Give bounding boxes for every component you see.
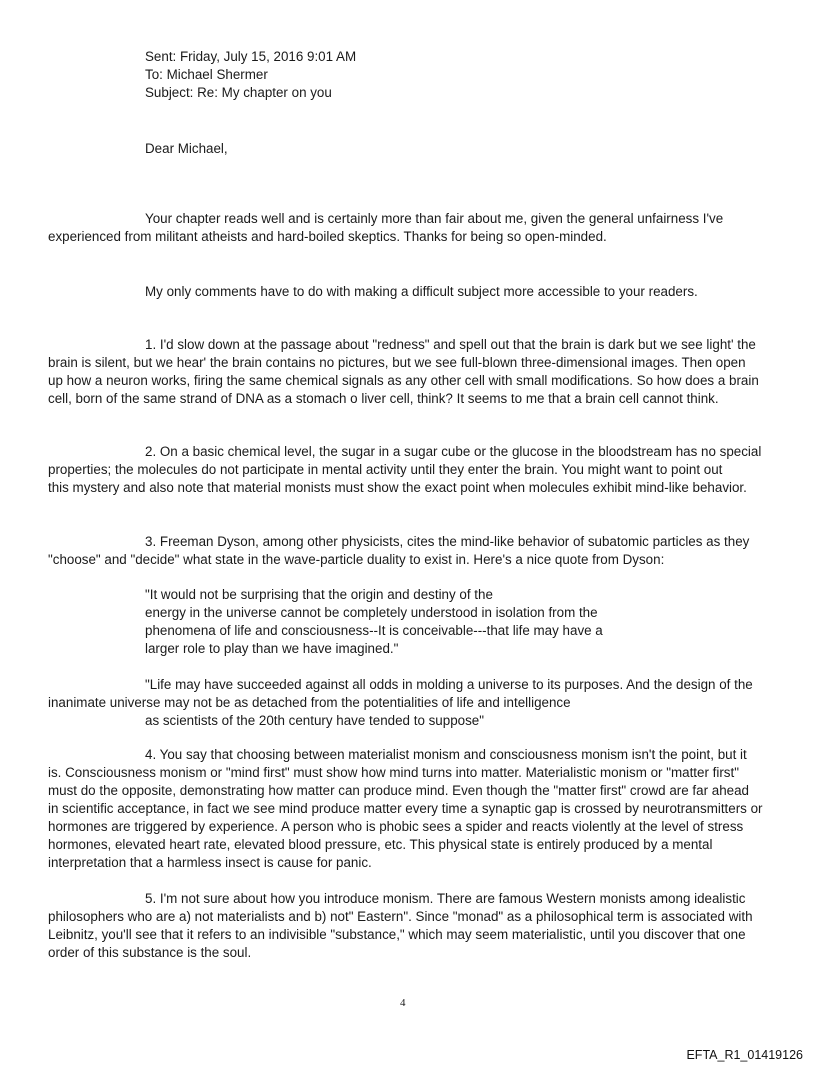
paragraph-line: must do the opposite, demonstrating how matter can produce mind. Even though the "matter first" crowd are far ahead	[48, 783, 749, 798]
paragraph-line: 5. I'm not sure about how you introduce monism. There are famous Western monists among idealistic	[145, 891, 746, 906]
quote-line: larger role to play than we have imagined."	[145, 641, 399, 656]
paragraph-line: order of this substance is the soul.	[48, 945, 252, 960]
paragraph-line: 3. Freeman Dyson, among other physicists, cites the mind-like behavior of subatomic particles as they	[145, 534, 750, 549]
paragraph-line: 1. I'd slow down at the passage about "redness" and spell out that the brain is dark but we see light' the	[145, 337, 756, 352]
paragraph-line: properties; the molecules do not participate in mental activity until they enter the brain. You might want to point out	[48, 462, 723, 477]
paragraph-line: philosophers who are a) not materialists and b) not" Eastern". Since "monad" as a philosophical term is associated with	[48, 909, 753, 924]
paragraph-line: 2. On a basic chemical level, the sugar in a sugar cube or the glucose in the bloodstream has no special	[145, 444, 762, 459]
quote-line: "Life may have succeeded against all odds in molding a universe to its purposes. And the design of the	[145, 677, 753, 692]
paragraph-line: up how a neuron works, firing the same chemical signals as any other cell with small modifications. So how does a brain	[48, 373, 759, 388]
paragraph-line: hormones, elevated heart rate, elevated blood pressure, etc. This physical state is entirely produced by a mental	[48, 837, 713, 852]
email-sent-line: Sent: Friday, July 15, 2016 9:01 AM	[145, 49, 357, 64]
salutation: Dear Michael,	[145, 141, 228, 156]
page-number: 4	[400, 997, 406, 1009]
quote-line: inanimate universe may not be as detached from the potentialities of life and intelligence	[48, 695, 571, 710]
quote-line: "It would not be surprising that the origin and destiny of the	[145, 587, 493, 602]
paragraph-line: 4. You say that choosing between materialist monism and consciousness monism isn't the point, but it	[145, 747, 747, 762]
paragraph-line: brain is silent, but we hear' the brain contains no pictures, but we see full-blown three-dimensional images. Then open	[48, 355, 746, 370]
quote-line: phenomena of life and consciousness--It is conceivable---that life may have a	[145, 623, 603, 638]
paragraph-line: cell, born of the same strand of DNA as a stomach o liver cell, think? It seems to me that a brain cell cannot think.	[48, 391, 719, 406]
email-subject-line: Subject: Re: My chapter on you	[145, 85, 332, 100]
bates-number: EFTA_R1_01419126	[686, 1048, 803, 1062]
paragraph-line: Leibnitz, you'll see that it refers to an indivisible "substance," which may seem materialistic, until you discover that one	[48, 927, 746, 942]
paragraph-line: is. Consciousness monism or "mind first" must show how mind turns into matter. Materialistic monism or "matter first"	[48, 765, 739, 780]
paragraph-line: Your chapter reads well and is certainly more than fair about me, given the general unfairness I've	[145, 211, 724, 226]
paragraph-line: this mystery and also note that material monists must show the exact point when molecules exhibit mind-like behavior.	[48, 480, 747, 495]
paragraph-line: experienced from militant atheists and hard-boiled skeptics. Thanks for being so open-minded.	[48, 229, 607, 244]
paragraph-line: in scientific acceptance, in fact we see mind produce matter every time a synaptic gap is crossed by neurotransmitters or	[48, 801, 763, 816]
paragraph-line: "choose" and "decide" what state in the wave-particle duality to exist in. Here's a nice quote from Dyson:	[48, 552, 665, 567]
paragraph-line: My only comments have to do with making a difficult subject more accessible to your readers.	[145, 284, 698, 299]
quote-line: energy in the universe cannot be completely understood in isolation from the	[145, 605, 598, 620]
paragraph-line: interpretation that a harmless insect is cause for panic.	[48, 855, 372, 870]
paragraph-line: hormones are triggered by experience. A person who is phobic sees a spider and reacts violently at the level of stress	[48, 819, 744, 834]
quote-line: as scientists of the 20th century have tended to suppose"	[145, 713, 484, 728]
email-to-line: To: Michael Shermer	[145, 67, 268, 82]
